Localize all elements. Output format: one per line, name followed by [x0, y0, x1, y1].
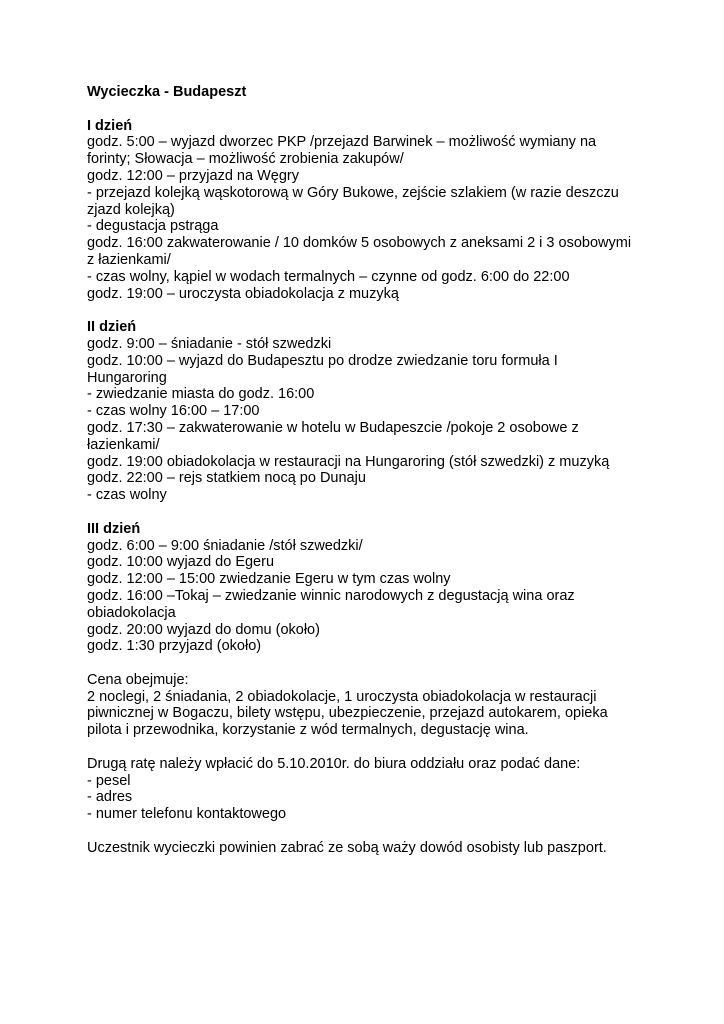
- day1-line: z łazienkami/: [87, 251, 171, 268]
- spacer: [87, 655, 707, 672]
- spacer: [87, 302, 707, 319]
- day2-line: łazienkami/: [87, 436, 160, 453]
- document-page: [87, 84, 707, 857]
- payment-section: [87, 756, 707, 823]
- payment-line: Drugą ratę należy wpłacić do 5.10.2010r. do biura oddziału oraz podać dane:: [87, 755, 581, 772]
- payment-line: - pesel: [87, 772, 131, 789]
- payment-line: - numer telefonu kontaktowego: [87, 806, 287, 823]
- day3-line: godz. 6:00 – 9:00 śniadanie /stół szwedzki/: [87, 537, 363, 554]
- day3-heading: III dzień: [87, 520, 141, 537]
- price-line: Cena obejmuje:: [87, 671, 189, 688]
- day1-line: zjazd kolejką): [87, 201, 175, 218]
- day2-section: [87, 319, 707, 504]
- day3-section: [87, 521, 707, 655]
- day2-line: godz. 17:30 – zakwaterowanie w hotelu w Budapeszcie /pokoje 2 osobowe z: [87, 419, 579, 436]
- spacer: [87, 823, 707, 840]
- day1-line: - przejazd kolejką wąskotorową w Góry Bukowe, zejście szlakiem (w razie deszczu: [87, 184, 619, 201]
- payment-line: - adres: [87, 789, 133, 806]
- day2-line: Hungaroring: [87, 369, 167, 386]
- day3-line: godz. 12:00 – 15:00 zwiedzanie Egeru w tym czas wolny: [87, 571, 451, 588]
- day3-line: godz. 20:00 wyjazd do domu (około): [87, 621, 320, 638]
- participant-note: Uczestnik wycieczki powinien zabrać ze sobą waży dowód osobisty lub paszport.: [87, 839, 607, 856]
- spacer: [87, 739, 707, 756]
- day1-line: godz. 19:00 – uroczysta obiadokolacja z muzyką: [87, 285, 399, 302]
- document-title: Wycieczka - Budapeszt: [87, 84, 247, 100]
- price-line: piwnicznej w Bogaczu, bilety wstępu, ubezpieczenie, przejazd autokarem, opieka: [87, 705, 608, 722]
- day1-section: [87, 118, 707, 303]
- day1-heading: I dzień: [87, 117, 133, 134]
- day2-line: - czas wolny 16:00 – 17:00: [87, 403, 260, 420]
- day1-line: godz. 12:00 – przyjazd na Węgry: [87, 167, 299, 184]
- day1-line: - degustacja pstrąga: [87, 218, 219, 235]
- price-section: [87, 672, 707, 739]
- day2-line: godz. 19:00 obiadokolacja w restauracji na Hungaroring (stół szwedzki) z muzyką: [87, 453, 610, 470]
- price-line: 2 noclegi, 2 śniadania, 2 obiadokolacje, 1 uroczysta obiadokolacja w restauracji: [87, 688, 597, 705]
- day1-line: - czas wolny, kąpiel w wodach termalnych – czynne od godz. 6:00 do 22:00: [87, 268, 570, 285]
- day2-line: godz. 22:00 – rejs statkiem nocą po Dunaju: [87, 470, 366, 487]
- day1-line: godz. 16:00 zakwaterowanie / 10 domków 5 osobowych z aneksami 2 i 3 osobowymi: [87, 235, 632, 252]
- day3-line: godz. 16:00 –Tokaj – zwiedzanie winnic narodowych z degustacją wina oraz: [87, 587, 575, 604]
- price-line: pilota i przewodnika, korzystanie z wód termalnych, degustację wina.: [87, 722, 529, 739]
- day2-line: - zwiedzanie miasta do godz. 16:00: [87, 386, 315, 403]
- day1-line: godz. 5:00 – wyjazd dworzec PKP /przejazd Barwinek – możliwość wymiany na: [87, 134, 597, 151]
- day2-heading: II dzień: [87, 319, 137, 336]
- day2-line: - czas wolny: [87, 487, 167, 504]
- day2-line: godz. 10:00 – wyjazd do Budapesztu po drodze zwiedzanie toru formuła I: [87, 352, 558, 369]
- day3-line: godz. 1:30 przyjazd (około): [87, 638, 262, 655]
- day3-line: godz. 10:00 wyjazd do Egeru: [87, 554, 275, 571]
- day2-line: godz. 9:00 – śniadanie - stół szwedzki: [87, 335, 332, 352]
- spacer: [87, 504, 707, 521]
- day1-line: forinty; Słowacja – możliwość zrobienia zakupów/: [87, 151, 404, 168]
- day3-line: obiadokolacja: [87, 604, 176, 621]
- spacer: [87, 101, 707, 118]
